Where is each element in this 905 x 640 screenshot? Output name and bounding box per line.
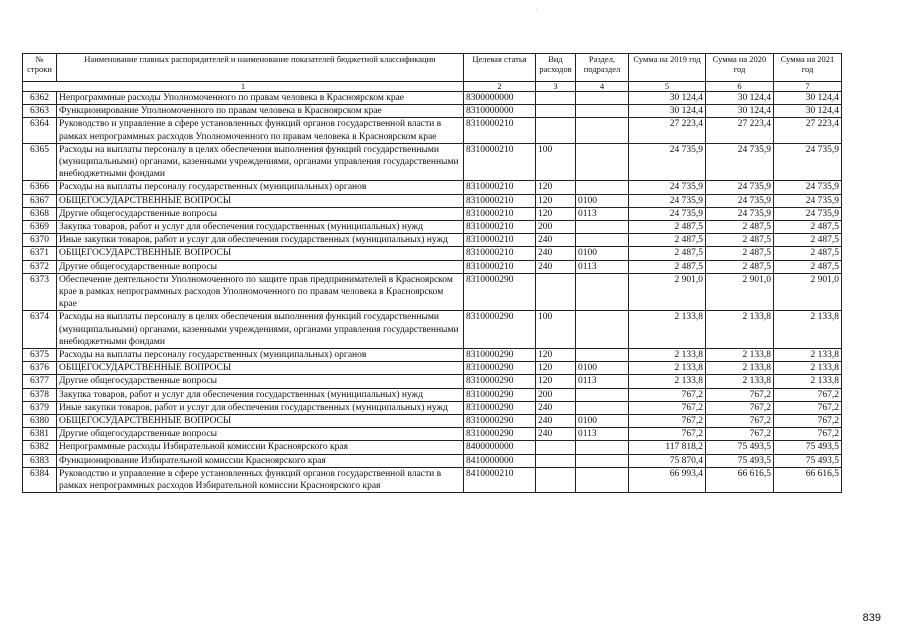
row-section	[576, 311, 629, 349]
row-sum-2019: 2 133,8	[629, 311, 706, 349]
row-number: 6368	[23, 207, 57, 220]
row-expense-type: 240	[536, 247, 576, 260]
row-number: 6383	[23, 454, 57, 467]
row-number: 6365	[23, 143, 57, 181]
row-name: Другие общегосударственные вопросы	[57, 375, 464, 388]
table-row	[23, 362, 842, 375]
row-sum-2019: 2 133,8	[629, 362, 706, 375]
row-section	[576, 401, 629, 414]
header-sum-2020: Сумма на 2020 год	[706, 54, 774, 82]
row-expense-type	[536, 467, 576, 492]
row-name: Функционирование Уполномоченного по правам человека в Красноярском крае	[57, 105, 464, 118]
table-row	[23, 207, 842, 220]
row-sum-2020: 2 901,0	[706, 273, 774, 311]
row-name: Функционирование Избирательной комиссии Красноярского края	[57, 454, 464, 467]
row-target-article: 8310000290	[464, 362, 536, 375]
table-row	[23, 349, 842, 362]
row-target-article: 8310000000	[464, 105, 536, 118]
table-row	[23, 388, 842, 401]
header-target-article: Целевая статья	[464, 54, 536, 82]
header-name: Наименование главных распорядителей и наименование показателей бюджетной классификации	[57, 54, 464, 82]
table-row	[23, 105, 842, 118]
row-expense-type	[536, 441, 576, 454]
row-sum-2021: 2 487,5	[774, 247, 842, 260]
row-name: ОБЩЕГОСУДАРСТВЕННЫЕ ВОПРОСЫ	[57, 247, 464, 260]
row-expense-type: 120	[536, 181, 576, 194]
row-sum-2020: 30 124,4	[706, 92, 774, 105]
row-sum-2021: 2 133,8	[774, 311, 842, 349]
row-name: ОБЩЕГОСУДАРСТВЕННЫЕ ВОПРОСЫ	[57, 194, 464, 207]
table-row	[23, 247, 842, 260]
row-sum-2021: 24 735,9	[774, 143, 842, 181]
row-target-article: 8310000210	[464, 207, 536, 220]
row-number: 6379	[23, 401, 57, 414]
table-row	[23, 311, 842, 349]
row-sum-2019: 27 223,4	[629, 118, 706, 143]
row-section	[576, 388, 629, 401]
row-target-article: 8410000210	[464, 467, 536, 492]
row-name: Обеспечение деятельности Уполномоченного по защите прав предпринимателей в Красноярском крае в рамках непрограммных расходов Уполномоченного по правам человека в Красноярском крае	[57, 273, 464, 311]
row-sum-2020: 66 616,5	[706, 467, 774, 492]
row-sum-2021: 767,2	[774, 428, 842, 441]
budget-table	[22, 53, 842, 493]
row-number: 6384	[23, 467, 57, 492]
row-target-article: 8310000210	[464, 247, 536, 260]
row-expense-type: 240	[536, 401, 576, 414]
row-sum-2021: 30 124,4	[774, 92, 842, 105]
table-body	[23, 92, 842, 493]
row-number: 6369	[23, 221, 57, 234]
row-sum-2021: 767,2	[774, 388, 842, 401]
header-num-1: 1	[23, 82, 464, 92]
row-expense-type: 100	[536, 143, 576, 181]
header-sum-2019: Сумма на 2019 год	[629, 54, 706, 82]
row-sum-2020: 24 735,9	[706, 194, 774, 207]
row-sum-2020: 767,2	[706, 401, 774, 414]
row-expense-type: 120	[536, 207, 576, 220]
row-number: 6382	[23, 441, 57, 454]
row-name: ОБЩЕГОСУДАРСТВЕННЫЕ ВОПРОСЫ	[57, 362, 464, 375]
table-row	[23, 428, 842, 441]
row-target-article: 8310000210	[464, 194, 536, 207]
row-sum-2019: 767,2	[629, 388, 706, 401]
row-sum-2020: 2 133,8	[706, 375, 774, 388]
header-expense-type: Вид расходов	[536, 54, 576, 82]
row-name: Закупка товаров, работ и услуг для обеспечения государственных (муниципальных) нужд	[57, 221, 464, 234]
row-section	[576, 181, 629, 194]
row-expense-type	[536, 273, 576, 311]
row-expense-type: 120	[536, 349, 576, 362]
row-sum-2021: 2 487,5	[774, 221, 842, 234]
row-sum-2020: 2 487,5	[706, 247, 774, 260]
table-row	[23, 118, 842, 143]
row-sum-2019: 2 901,0	[629, 273, 706, 311]
header-num-2: 2	[464, 82, 536, 92]
row-sum-2019: 767,2	[629, 415, 706, 428]
page-number: 839	[862, 612, 881, 624]
row-number: 6381	[23, 428, 57, 441]
row-name: Закупка товаров, работ и услуг для обеспечения государственных (муниципальных) нужд	[57, 388, 464, 401]
row-sum-2021: 2 133,8	[774, 375, 842, 388]
row-number: 6373	[23, 273, 57, 311]
row-section: 0100	[576, 194, 629, 207]
row-expense-type: 100	[536, 311, 576, 349]
row-sum-2021: 24 735,9	[774, 181, 842, 194]
row-section	[576, 441, 629, 454]
row-sum-2019: 66 993,4	[629, 467, 706, 492]
row-section	[576, 234, 629, 247]
row-target-article: 8310000290	[464, 273, 536, 311]
row-expense-type: 240	[536, 234, 576, 247]
row-section	[576, 221, 629, 234]
row-target-article: 8310000290	[464, 349, 536, 362]
table-row	[23, 234, 842, 247]
row-target-article: 8310000290	[464, 375, 536, 388]
table-row	[23, 273, 842, 311]
row-number: 6366	[23, 181, 57, 194]
row-sum-2019: 2 487,5	[629, 247, 706, 260]
row-sum-2021: 2 487,5	[774, 234, 842, 247]
row-name: Расходы на выплаты персоналу в целях обеспечения выполнения функций государственными (муниципальными) органами, казенными учреждениями, органами управления государственными внебюджетными фондами	[57, 311, 464, 349]
row-name: Непрограммные расходы Избирательной комиссии Красноярского края	[57, 441, 464, 454]
row-sum-2021: 66 616,5	[774, 467, 842, 492]
row-expense-type: 120	[536, 194, 576, 207]
row-expense-type: 120	[536, 362, 576, 375]
row-number: 6374	[23, 311, 57, 349]
row-name: ОБЩЕГОСУДАРСТВЕННЫЕ ВОПРОСЫ	[57, 415, 464, 428]
row-sum-2019: 24 735,9	[629, 181, 706, 194]
header-num-5: 5	[629, 82, 706, 92]
row-target-article: 8310000210	[464, 234, 536, 247]
row-expense-type	[536, 92, 576, 105]
row-sum-2020: 767,2	[706, 388, 774, 401]
row-number: 6364	[23, 118, 57, 143]
row-number: 6367	[23, 194, 57, 207]
row-expense-type: 240	[536, 428, 576, 441]
row-sum-2019: 767,2	[629, 428, 706, 441]
row-sum-2020: 2 487,5	[706, 260, 774, 273]
table-row	[23, 467, 842, 492]
row-target-article: 8310000210	[464, 181, 536, 194]
row-sum-2021: 767,2	[774, 415, 842, 428]
row-section	[576, 143, 629, 181]
row-expense-type	[536, 105, 576, 118]
row-sum-2021: 2 901,0	[774, 273, 842, 311]
scan-mark: ·	[535, 6, 538, 15]
row-section	[576, 105, 629, 118]
row-name: Руководство и управление в сфере установленных функций органов государственной власти в рамках непрограммных расходов Уполномоченного по правам человека в Красноярском крае	[57, 118, 464, 143]
table-row	[23, 454, 842, 467]
table-row	[23, 143, 842, 181]
row-sum-2020: 75 493,5	[706, 441, 774, 454]
row-sum-2021: 24 735,9	[774, 207, 842, 220]
row-sum-2021: 75 493,5	[774, 441, 842, 454]
row-sum-2019: 2 133,8	[629, 349, 706, 362]
row-section	[576, 273, 629, 311]
row-target-article: 8300000000	[464, 92, 536, 105]
row-section	[576, 467, 629, 492]
row-name: Руководство и управление в сфере установленных функций органов государственной власти в рамках непрограммных расходов Избирательной комиссии Красноярского края	[57, 467, 464, 492]
row-section	[576, 349, 629, 362]
row-sum-2019: 117 818,2	[629, 441, 706, 454]
row-sum-2020: 24 735,9	[706, 143, 774, 181]
row-sum-2021: 75 493,5	[774, 454, 842, 467]
row-sum-2020: 767,2	[706, 428, 774, 441]
row-sum-2021: 2 133,8	[774, 362, 842, 375]
row-expense-type: 240	[536, 260, 576, 273]
row-number: 6372	[23, 260, 57, 273]
row-number: 6380	[23, 415, 57, 428]
row-name: Другие общегосударственные вопросы	[57, 428, 464, 441]
row-section: 0113	[576, 375, 629, 388]
row-name: Непрограммные расходы Уполномоченного по правам человека в Красноярском крае	[57, 92, 464, 105]
row-sum-2020: 75 493,5	[706, 454, 774, 467]
row-section: 0113	[576, 260, 629, 273]
row-sum-2020: 24 735,9	[706, 207, 774, 220]
row-number: 6371	[23, 247, 57, 260]
row-target-article: 8310000290	[464, 428, 536, 441]
row-section	[576, 454, 629, 467]
row-target-article: 8310000210	[464, 143, 536, 181]
row-target-article: 8310000290	[464, 388, 536, 401]
row-section: 0100	[576, 362, 629, 375]
table-row	[23, 92, 842, 105]
row-sum-2019: 30 124,4	[629, 92, 706, 105]
row-expense-type: 200	[536, 221, 576, 234]
row-section: 0113	[576, 428, 629, 441]
row-sum-2019: 2 487,5	[629, 260, 706, 273]
row-section: 0100	[576, 247, 629, 260]
header-num-7: 7	[774, 82, 842, 92]
row-expense-type	[536, 454, 576, 467]
row-sum-2021: 27 223,4	[774, 118, 842, 143]
row-target-article: 8310000210	[464, 221, 536, 234]
row-sum-2020: 2 133,8	[706, 311, 774, 349]
row-number: 6363	[23, 105, 57, 118]
row-sum-2019: 767,2	[629, 401, 706, 414]
row-number: 6362	[23, 92, 57, 105]
table-row	[23, 181, 842, 194]
row-section	[576, 92, 629, 105]
row-sum-2019: 2 133,8	[629, 375, 706, 388]
row-name: Расходы на выплаты персоналу государственных (муниципальных) органов	[57, 349, 464, 362]
header-num-3: 3	[536, 82, 576, 92]
table-row	[23, 375, 842, 388]
header-section: Раздел, подраздел	[576, 54, 629, 82]
row-sum-2020: 2 487,5	[706, 234, 774, 247]
row-target-article: 8410000000	[464, 454, 536, 467]
row-sum-2019: 30 124,4	[629, 105, 706, 118]
row-sum-2020: 30 124,4	[706, 105, 774, 118]
row-name: Иные закупки товаров, работ и услуг для обеспечения государственных (муниципальных) нужд	[57, 234, 464, 247]
row-target-article: 8310000290	[464, 311, 536, 349]
table-row	[23, 260, 842, 273]
row-expense-type: 120	[536, 375, 576, 388]
row-sum-2021: 30 124,4	[774, 105, 842, 118]
table-row	[23, 221, 842, 234]
row-sum-2019: 24 735,9	[629, 143, 706, 181]
row-number: 6377	[23, 375, 57, 388]
table-row	[23, 415, 842, 428]
row-number: 6376	[23, 362, 57, 375]
row-number: 6370	[23, 234, 57, 247]
row-expense-type: 240	[536, 415, 576, 428]
header-sum-2021: Сумма на 2021 год	[774, 54, 842, 82]
row-name: Расходы на выплаты персоналу в целях обеспечения выполнения функций государственными (муниципальными) органами, казенными учреждениями, органами управления государственными внебюджетными фондами	[57, 143, 464, 181]
row-number: 6375	[23, 349, 57, 362]
row-sum-2020: 2 133,8	[706, 349, 774, 362]
row-name: Другие общегосударственные вопросы	[57, 207, 464, 220]
row-sum-2021: 2 487,5	[774, 260, 842, 273]
header-num-6: 6	[706, 82, 774, 92]
row-target-article: 8310000210	[464, 260, 536, 273]
row-sum-2021: 767,2	[774, 401, 842, 414]
row-sum-2021: 24 735,9	[774, 194, 842, 207]
table-row	[23, 401, 842, 414]
row-expense-type: 200	[536, 388, 576, 401]
row-sum-2019: 2 487,5	[629, 221, 706, 234]
header-row-number: № строки	[23, 54, 57, 82]
row-sum-2019: 75 870,4	[629, 454, 706, 467]
row-sum-2019: 24 735,9	[629, 207, 706, 220]
row-target-article: 8400000000	[464, 441, 536, 454]
row-sum-2020: 767,2	[706, 415, 774, 428]
row-sum-2019: 24 735,9	[629, 194, 706, 207]
row-name: Другие общегосударственные вопросы	[57, 260, 464, 273]
row-sum-2020: 2 487,5	[706, 221, 774, 234]
row-target-article: 8310000210	[464, 118, 536, 143]
row-sum-2020: 2 133,8	[706, 362, 774, 375]
row-name: Иные закупки товаров, работ и услуг для обеспечения государственных (муниципальных) нужд	[57, 401, 464, 414]
row-name: Расходы на выплаты персоналу государственных (муниципальных) органов	[57, 181, 464, 194]
row-sum-2019: 2 487,5	[629, 234, 706, 247]
row-expense-type	[536, 118, 576, 143]
row-section: 0100	[576, 415, 629, 428]
row-sum-2020: 27 223,4	[706, 118, 774, 143]
header-num-4: 4	[576, 82, 629, 92]
table-row	[23, 194, 842, 207]
row-sum-2021: 2 133,8	[774, 349, 842, 362]
row-number: 6378	[23, 388, 57, 401]
row-target-article: 8310000290	[464, 415, 536, 428]
row-sum-2020: 24 735,9	[706, 181, 774, 194]
row-section	[576, 118, 629, 143]
row-section: 0113	[576, 207, 629, 220]
row-target-article: 8310000290	[464, 401, 536, 414]
table-row	[23, 441, 842, 454]
